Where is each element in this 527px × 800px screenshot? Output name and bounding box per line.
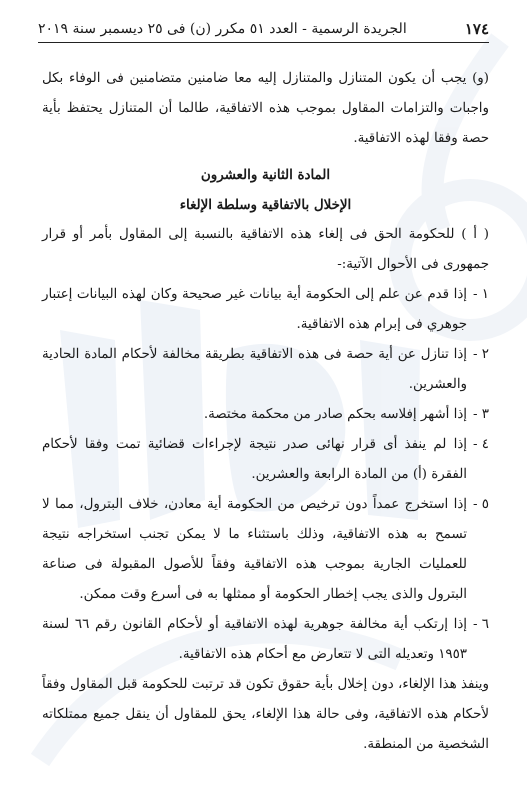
list-item-number: ٣ - <box>473 407 489 422</box>
list-item-number: ٦ - <box>473 617 489 632</box>
list-item-text: إذا قدم عن علم إلى الحكومة أية بيانات غير صحيحة وكان لهذه البيانات إعتبار جوهري فى إبرام هذه الاتفاقية. <box>42 287 468 332</box>
list-item-number: ٢ - <box>473 347 489 362</box>
list-item-number: ١ - <box>473 287 489 302</box>
page-header <box>38 18 489 43</box>
clause-w: (و) يجب أن يكون المتنازل والمتنازل إليه معا ضامنين متضامنين فى الوفاء بكل واجبات والتزامات المقاول بموجب هذه الاتفاقية، طالما أن المتنازل يحتفظ بأية حصة وفقا لهذه الاتفاقية. <box>42 71 489 146</box>
list-item <box>42 340 489 400</box>
clause-a: ( أ ) للحكومة الحق فى إلغاء هذه الاتفاقية بالنسبة إلى المقاول بأمر أو قرار جمهورى فى الأحوال الآتية:- <box>42 227 489 272</box>
list-item <box>42 280 489 340</box>
page-body <box>42 64 489 760</box>
list-item <box>42 400 489 430</box>
list-item-number: ٤ - <box>473 437 489 452</box>
closing-paragraph: وينفذ هذا الإلغاء، دون إخلال بأية حقوق تكون قد ترتبت للحكومة قبل المقاول وفقاً لأحكام هذه الاتفاقية، وفى حالة هذا الإلغاء، يحق للمقاول أن ينقل جميع ممتلكاته الشخصية من المنطقة. <box>42 677 489 752</box>
list-item-text: إذا لم ينفذ أى قرار نهائى صدر نتيجة لإجراءات قضائية تمت وفقا لأحكام الفقرة (أ) من المادة الرابعة والعشرين. <box>42 437 468 482</box>
list-item <box>42 610 489 670</box>
list-item-text: إذا أشهر إفلاسه بحكم صادر من محكمة مختصة. <box>203 407 468 422</box>
article-number-title: المادة الثانية والعشرون <box>200 167 331 183</box>
list-item-number: ٥ - <box>473 497 489 512</box>
article-subject: الإخلال بالاتفاقية وسلطة الإلغاء <box>179 197 352 213</box>
list-item-text: إذا إرتكب أية مخالفة جوهرية لهذه الاتفاقية أو لأحكام القانون رقم ٦٦ لسنة ١٩٥٣ وتعديله التى لا تتعارض مع أحكام هذه الاتفاقية. <box>42 617 468 662</box>
list-item-text: إذا تنازل عن أية حصة فى هذه الاتفاقية بطريقة مخالفة لأحكام المادة الحادية والعشرين. <box>42 347 468 392</box>
page-number: ١٧٤ <box>464 20 489 38</box>
list-item <box>42 430 489 490</box>
gazette-title: الجريدة الرسمية - العدد ٥١ مكرر (ن) فى ٢٥ ديسمبر سنة ٢٠١٩ <box>38 21 407 37</box>
list-item <box>42 490 489 610</box>
list-item-text: إذا استخرج عمداً دون ترخيص من الحكومة أية معادن، خلاف البترول، مما لا تسمح به هذه الاتفاقية، وذلك باستثناء ما لا يمكن تجنب استخراجه نتيجة للعمليات الجارية بموجب هذه الاتفاقية وفقاً للأصول المقبولة فى صناعة البترول والذى يجب إخطار الحكومة أو ممثلها به فى أسرع وقت ممكن. <box>42 497 468 602</box>
